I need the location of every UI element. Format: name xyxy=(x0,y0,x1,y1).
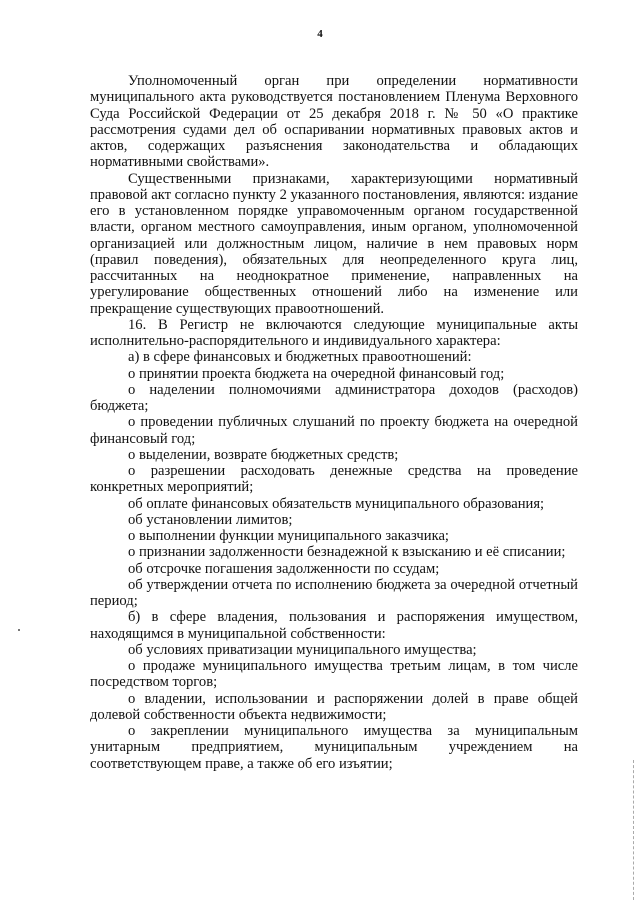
paragraph: об условиях приватизации муниципального имущества; xyxy=(128,641,477,658)
paragraph: о закреплении муниципального имущества за муниципальным унитарным предприятием, муниципальным учреждением на соответствующем праве, а также об его изъятии; xyxy=(90,723,578,772)
paragraph: о проведении публичных слушаний по проекту бюджета на очередной финансовый год; xyxy=(90,414,578,447)
paragraph: о продаже муниципального имущества третьим лицам, в том числе посредством торгов; xyxy=(90,658,578,691)
page-number: 4 xyxy=(317,28,323,40)
paragraph: 16. В Регистр не включаются следующие муниципальные акты исполнительно-распорядительного и индивидуального характера: xyxy=(90,316,578,349)
paragraph: Существенными признаками, характеризующими нормативный правовой акт согласно пункту 2 указанного постановления, являются: издание его в установленном порядке управомоченным органом государственной власти, органом местного самоуправления, иным органом, уполномоченной организацией или должностным лицом, наличие в нем правовых норм (правил поведения), обязательных для неопределенного круга лиц, рассчитанных на неоднократное применение, направленных на урегулирование общественных отношений либо на изменение или прекращение существующих правоотношений. xyxy=(90,170,578,317)
scan-speck xyxy=(18,629,20,631)
document-body xyxy=(90,73,578,772)
paragraph: об отсрочке погашения задолженности по ссудам; xyxy=(128,560,440,577)
paragraph: о разрешении расходовать денежные средства на проведение конкретных мероприятий; xyxy=(90,463,578,496)
paragraph: об утверждении отчета по исполнению бюджета за очередной отчетный период; xyxy=(90,576,578,609)
paragraph: о выделении, возврате бюджетных средств; xyxy=(128,446,399,463)
paragraph: Уполномоченный орган при определении нормативности муниципального акта руководствуется постановлением Пленума Верховного Суда Российской Федерации от 25 декабря 2018 г. № 50 «О практике рассмотрения судами дел об оспаривании нормативных правовых актов и актов, содержащих разъяснения законодательства и обладающих нормативными свойствами». xyxy=(90,73,578,171)
paragraph: б) в сфере владения, пользования и распоряжения имуществом, находящимся в муниципальной собственности: xyxy=(90,609,578,642)
paragraph: о владении, использовании и распоряжении долей в праве общей долевой собственности объекта недвижимости; xyxy=(90,690,578,723)
paragraph: об оплате финансовых обязательств муниципального образования; xyxy=(128,495,545,512)
scan-edge-line xyxy=(632,760,634,900)
paragraph: о признании задолженности безнадежной к взысканию и её списании; xyxy=(128,544,566,561)
paragraph: о выполнении функции муниципального заказчика; xyxy=(128,528,449,544)
paragraph: о наделении полномочиями администратора доходов (расходов) бюджета; xyxy=(90,381,578,414)
paragraph: о принятии проекта бюджета на очередной финансовый год; xyxy=(128,365,505,382)
paragraph: а) в сфере финансовых и бюджетных правоотношений: xyxy=(128,349,472,366)
paragraph: об установлении лимитов; xyxy=(128,511,293,528)
